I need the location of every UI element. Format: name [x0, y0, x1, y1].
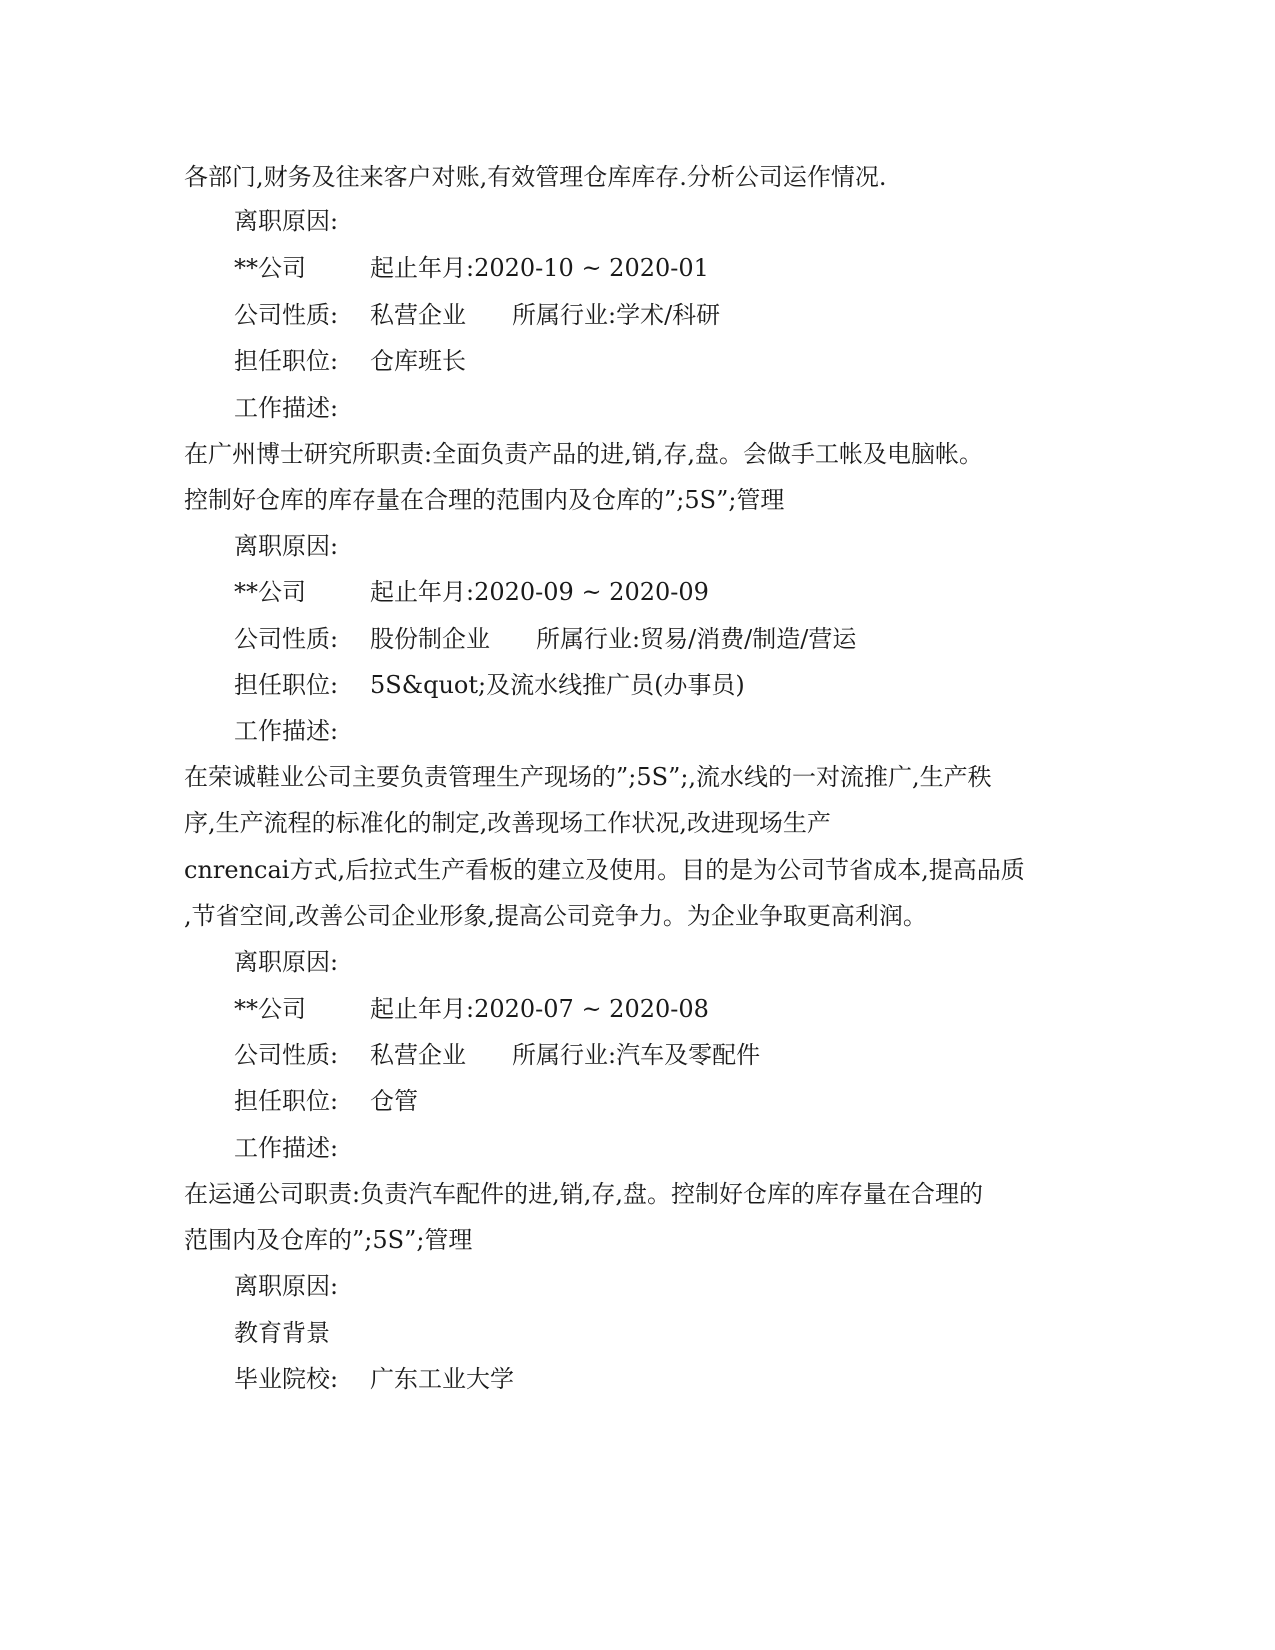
company-type-label: 公司性质:: [234, 301, 339, 329]
leave-reason-label: 离职原因:: [234, 207, 339, 235]
position-row: [234, 670, 1154, 700]
period: 起止年月:2020-09 ~ 2020-09: [370, 578, 709, 606]
job-description-text: 在运通公司职责:负责汽车配件的进,销,存,盘。控制好仓库的库存量在合理的: [184, 1180, 983, 1208]
leave-reason-label: 离职原因:: [234, 1272, 339, 1300]
company-type-label: 公司性质:: [234, 1041, 339, 1069]
industry: 所属行业:贸易/消费/制造/营运: [536, 625, 857, 653]
company-type-row: [234, 300, 1154, 330]
leave-reason-label: 离职原因:: [234, 532, 339, 560]
position-label: 担任职位:: [234, 1087, 339, 1115]
position-row: [234, 1086, 1154, 1116]
company-period-row: [234, 577, 1154, 607]
job-description-text: ,节省空间,改善公司企业形象,提高公司竞争力。为企业争取更高利润。: [184, 902, 927, 930]
school-value: 广东工业大学: [370, 1365, 514, 1393]
job-description-text: 控制好仓库的库存量在合理的范围内及仓库的”;5S”;管理: [184, 486, 785, 514]
job-description-text: 范围内及仓库的”;5S”;管理: [184, 1226, 473, 1254]
company-name: **公司: [234, 254, 306, 282]
job-description-text: cnrencai方式,后拉式生产看板的建立及使用。目的是为公司节省成本,提高品质: [184, 856, 1025, 884]
position-value: 仓库班长: [370, 347, 466, 375]
job-description-text: 序,生产流程的标准化的制定,改善现场工作状况,改进现场生产: [184, 809, 831, 837]
education-heading: 教育背景: [234, 1319, 330, 1347]
job-description-label: 工作描述:: [234, 394, 339, 422]
job-description-text: 在荣诚鞋业公司主要负责管理生产现场的”;5S”;,流水线的一对流推广,生产秩: [184, 763, 992, 791]
school-label: 毕业院校:: [234, 1365, 339, 1393]
company-type-row: [234, 1040, 1154, 1070]
leave-reason-label: 离职原因:: [234, 948, 339, 976]
period: 起止年月:2020-10 ~ 2020-01: [370, 254, 709, 282]
company-type-row: [234, 624, 1154, 654]
company-period-row: [234, 253, 1154, 283]
company-type-label: 公司性质:: [234, 625, 339, 653]
company-type-value: 私营企业: [370, 301, 466, 329]
job-description-label: 工作描述:: [234, 1134, 339, 1162]
company-period-row: [234, 994, 1154, 1024]
company-name: **公司: [234, 578, 306, 606]
industry: 所属行业:汽车及零配件: [512, 1041, 761, 1069]
job-description-label: 工作描述:: [234, 717, 339, 745]
company-name: **公司: [234, 995, 306, 1023]
job-description-continuation: 各部门,财务及往来客户对账,有效管理仓库库存.分析公司运作情况.: [184, 163, 887, 191]
industry: 所属行业:学术/科研: [512, 301, 721, 329]
company-type-value: 私营企业: [370, 1041, 466, 1069]
job-description-text: 在广州博士研究所职责:全面负责产品的进,销,存,盘。会做手工帐及电脑帐。: [184, 440, 983, 468]
position-value: 5S&quot;及流水线推广员(办事员): [370, 671, 745, 699]
position-label: 担任职位:: [234, 671, 339, 699]
position-value: 仓管: [370, 1087, 418, 1115]
position-label: 担任职位:: [234, 347, 339, 375]
position-row: [234, 346, 1154, 376]
school-row: [234, 1364, 1154, 1394]
period: 起止年月:2020-07 ~ 2020-08: [370, 995, 709, 1023]
company-type-value: 股份制企业: [370, 625, 490, 653]
